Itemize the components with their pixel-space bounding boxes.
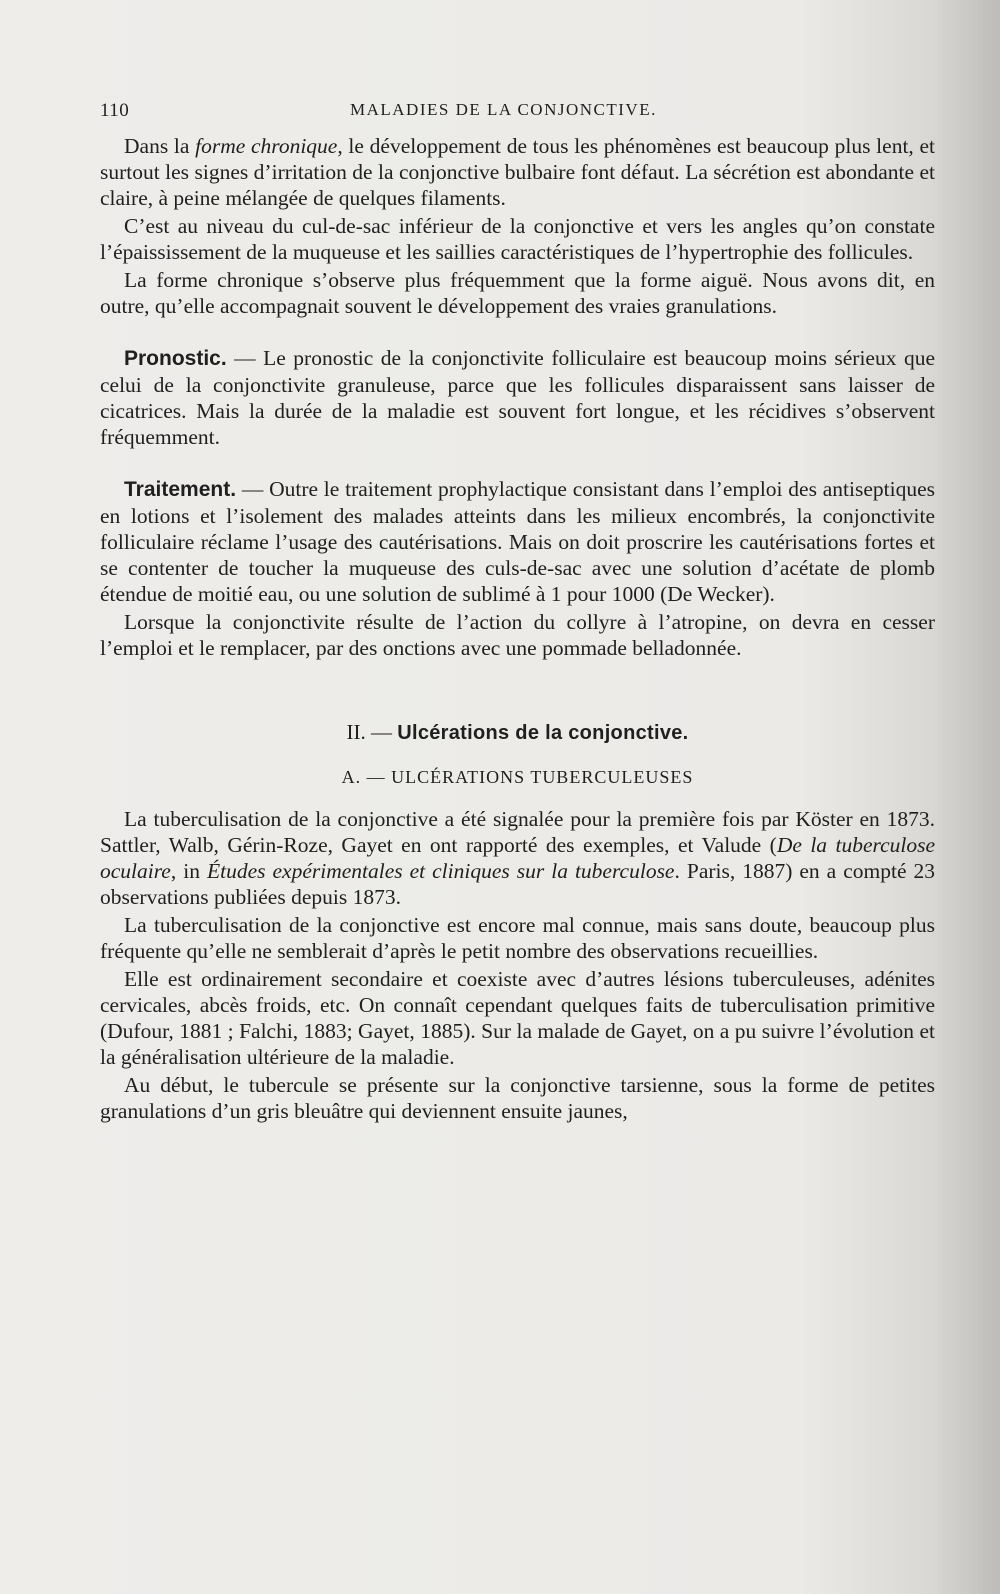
- paragraph-tuberculisation-frequency: La tuberculisation de la conjonctive est encore mal connue, mais sans doute, beaucoup plus fréquente qu’elle ne semblerait d’après le petit nombre des observations recueillies.: [100, 913, 935, 963]
- section-number: II. —: [346, 720, 398, 744]
- section-heading: [100, 719, 935, 746]
- text-run: . Paris, 1887) en a compté 23 observations publiées depuis 1873.: [100, 859, 935, 909]
- paragraph-traitement: [100, 476, 935, 607]
- paragraph-cul-de-sac: C’est au niveau du cul-de-sac inférieur de la conjonctive et vers les angles qu’on constate l’épaississement de la muqueuse et les saillies caractéristiques de l’hypertrophie des follicules.: [100, 214, 935, 264]
- paragraph-pronostic: [100, 345, 935, 450]
- running-title: MALADIES DE LA CONJONCTIVE.: [350, 100, 657, 119]
- italic-citation: De la tuberculose oculaire: [100, 833, 935, 883]
- subsection-heading: A. — ULCÉRATIONS TUBERCULEUSES: [341, 767, 694, 787]
- page-header: [100, 100, 935, 130]
- text-run: Dans la: [124, 134, 196, 158]
- section-title: Ulcérations de la conjonctive.: [397, 722, 689, 744]
- text-run: , le développement de tous les phénomènes est beaucoup plus lent, et surtout les signes d’irritation de la conjonctive bulbaire font défaut. La sécrétion est abondante et claire, à peine mélangée de quelques filaments.: [100, 134, 936, 210]
- paragraph-chronic-frequency: La forme chronique s’observe plus fréquemment que la forme aiguë. Nous avons dit, en outre, qu’elle accompagnait souvent le développement des vraies granulations.: [100, 268, 935, 318]
- paragraph-chronic-form: [100, 133, 935, 211]
- paragraph-atropine: Lorsque la conjonctivite résulte de l’action du collyre à l’atropine, on devra en cesser l’emploi et le remplacer, par des onctions avec une pommade belladonnée.: [100, 610, 935, 660]
- paragraph-tuberculisation-secondary: Elle est ordinairement secondaire et coexiste avec d’autres lésions tuberculeuses, adénites cervicales, abcès froids, etc. On connaît cependant quelques faits de tuberculisation primitive (Dufour, 1881 ; Falchi, 1883; Gayet, 1885). Sur la malade de Gayet, on a pu suivre l’évolution et la généralisation ultérieure de la maladie.: [100, 967, 935, 1069]
- page-body: [100, 133, 935, 1126]
- pronostic-label: Pronostic.: [124, 347, 227, 370]
- italic-citation: Études expérimentales et cliniques sur la tuberculose: [206, 859, 675, 883]
- paragraph-tuberculisation-history: [100, 806, 935, 910]
- italic-term: forme chronique: [195, 134, 338, 158]
- text-run: , in: [170, 859, 207, 883]
- text-run: — Outre le traitement prophylactique consistant dans l’emploi des antiseptiques en lotions et l’isolement des malades atteints dans les milieux encombrés, la conjonctivite folliculaire réclame l’usage des cautérisations. Mais on doit proscrire les cautérisations fortes et se contenter de toucher la muqueuse des culs-de-sac avec une solution d’acétate de plomb étendue de moitié eau, ou une solution de sublimé à 1 pour 1000 (De Wecker).: [100, 477, 935, 606]
- traitement-label: Traitement.: [124, 478, 237, 501]
- page-number: 110: [100, 100, 130, 121]
- text-run: La tuberculisation de la conjonctive a été signalée pour la première fois par Köster en 1873. Sattler, Walb, Gérin-Roze, Gayet en ont rapporté des exemples, et Valude (: [100, 807, 935, 857]
- text-run: — Le pronostic de la conjonctivite folliculaire est beaucoup moins sérieux que celui de la conjonctivite granuleuse, parce que les follicules disparaissent sans laisser de cicatrices. Mais la durée de la maladie est souvent fort longue, et les récidives s’observent fréquemment.: [100, 346, 935, 449]
- paragraph-tuberculisation-onset: Au début, le tubercule se présente sur la conjonctive tarsienne, sous la forme de petites granulations d’un gris bleuâtre qui deviennent ensuite jaunes,: [100, 1073, 935, 1123]
